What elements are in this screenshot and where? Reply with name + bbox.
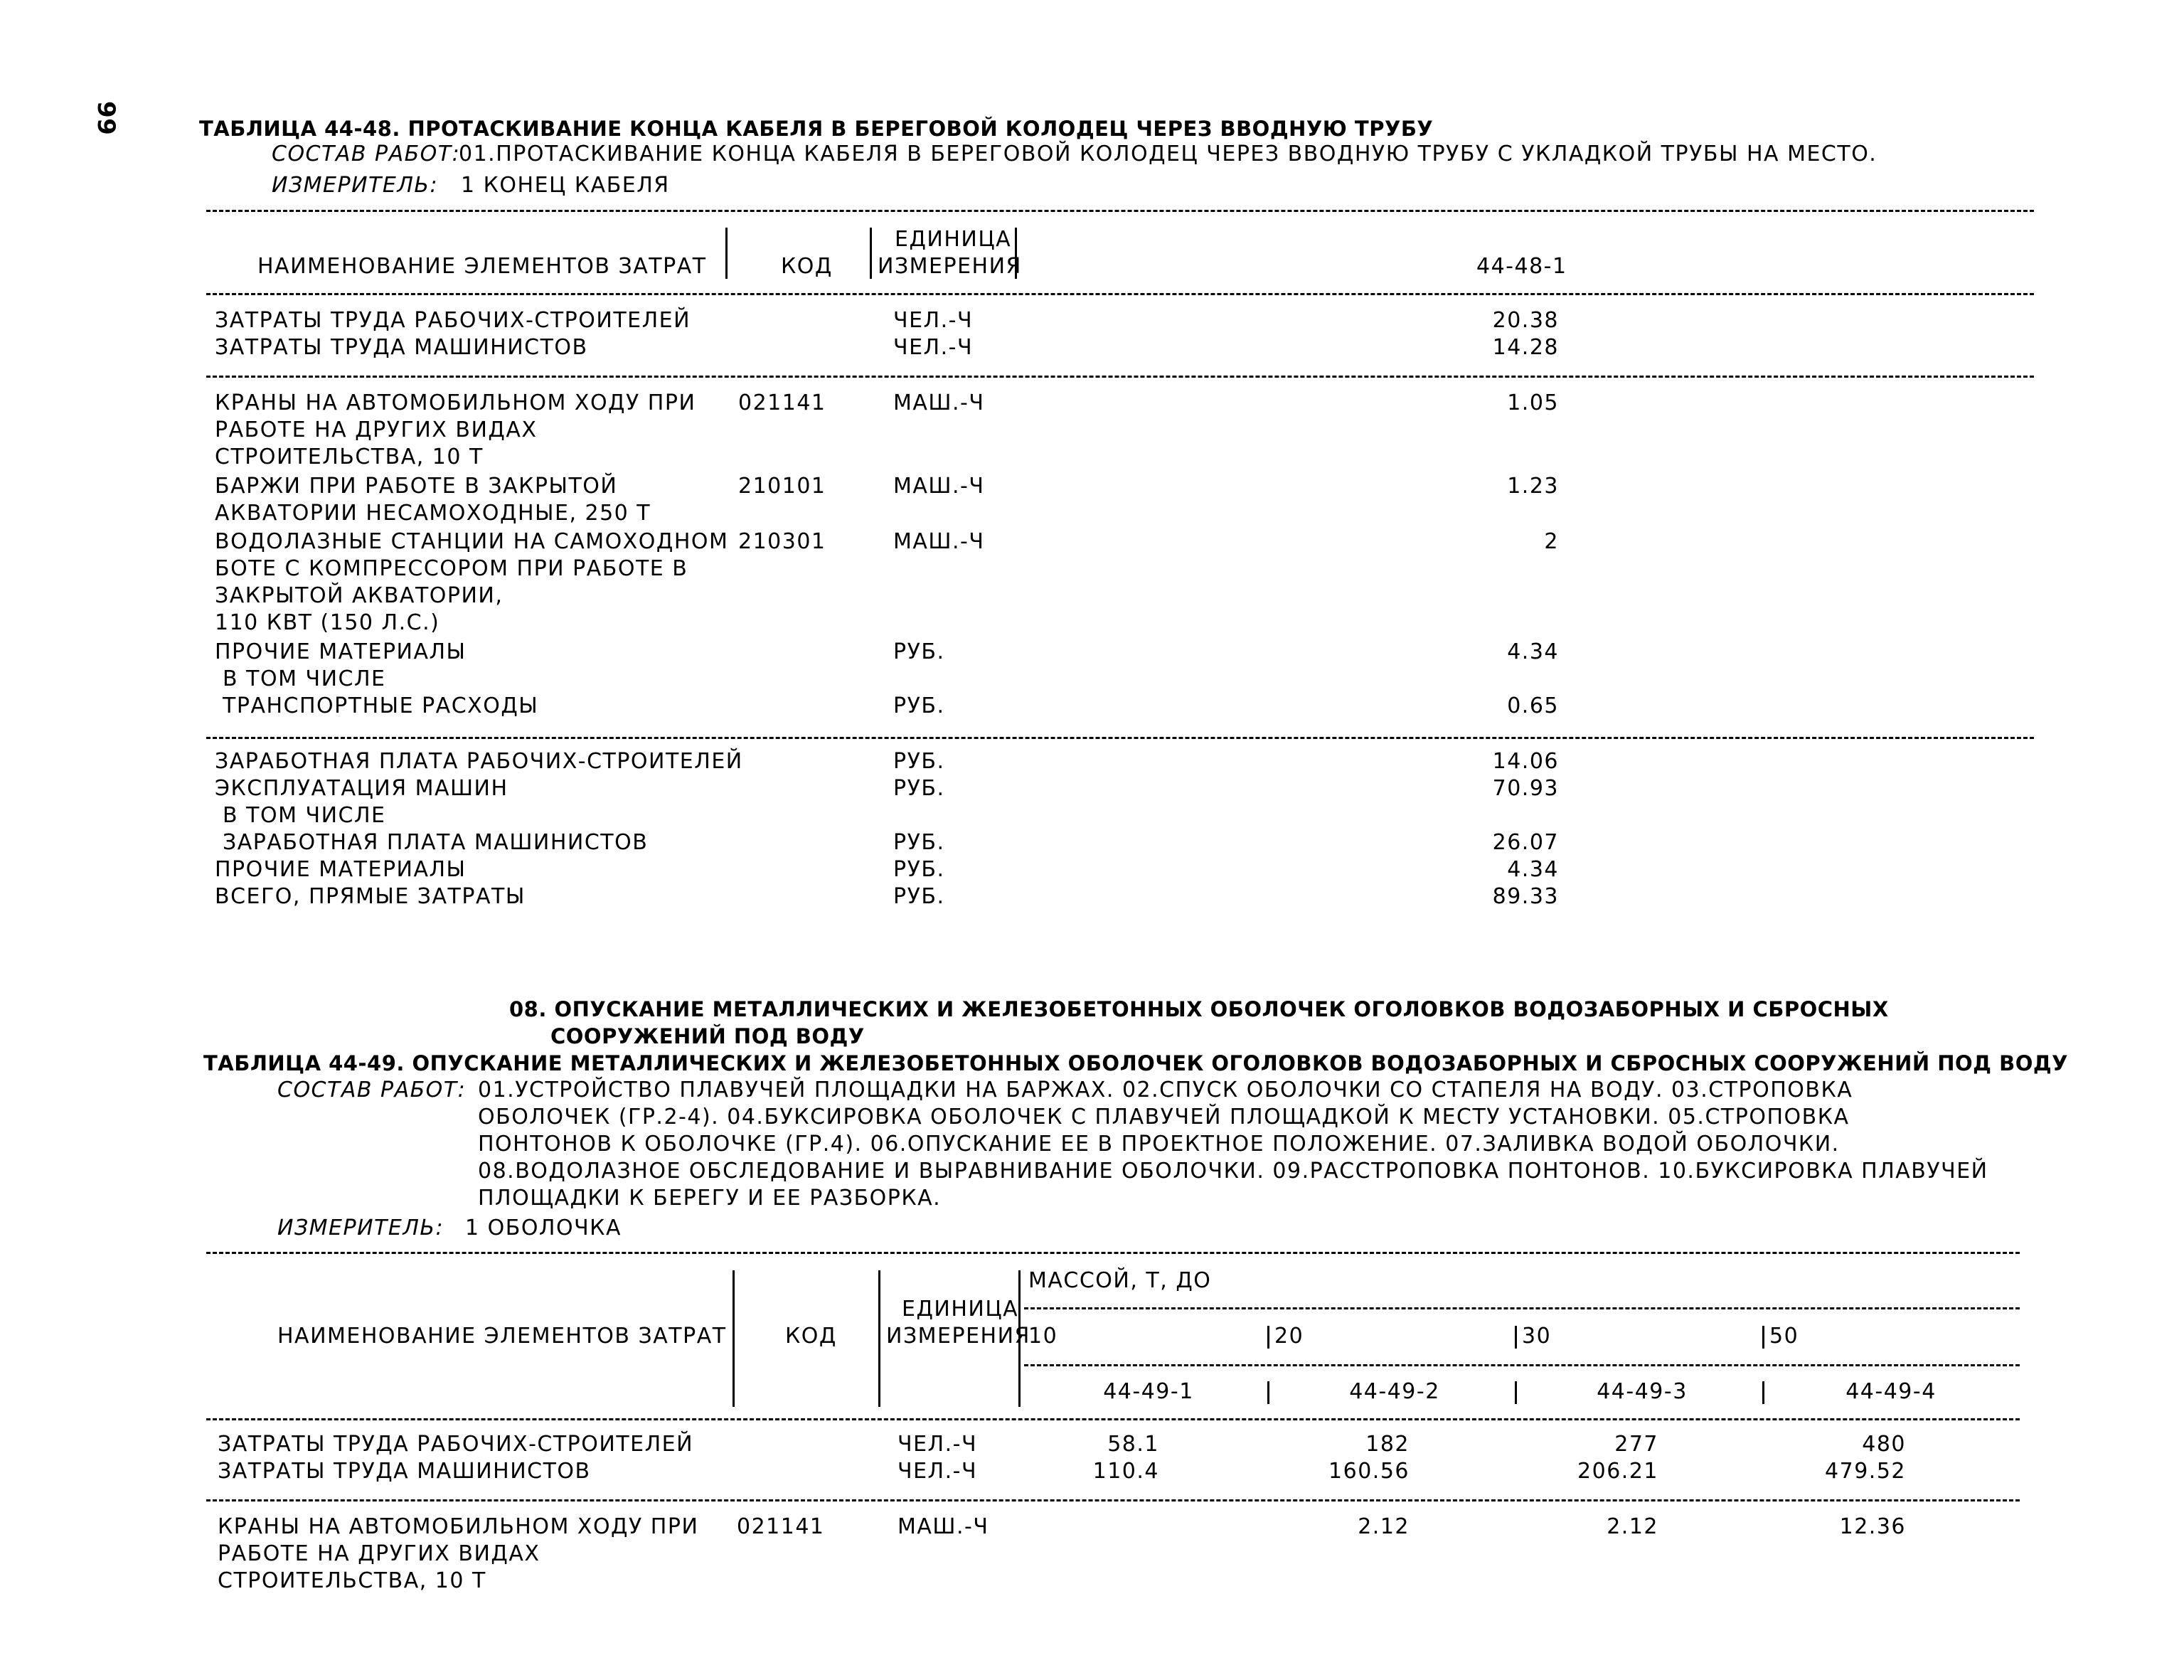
table-44-49-top-rule xyxy=(206,1252,2020,1254)
row-unit: РУБ. xyxy=(893,830,945,855)
table-44-48-sostav-label: СОСТАВ РАБОТ: xyxy=(272,142,461,166)
row-unit: ЧЕЛ.-Ч xyxy=(893,335,974,360)
row-value: 2 xyxy=(1544,529,1559,554)
sostav-line: ПЛОЩАДКИ К БЕРЕГУ И ЕЕ РАЗБОРКА. xyxy=(478,1186,942,1211)
table-44-48-section-rule xyxy=(206,737,2034,739)
row-value: 206.21 xyxy=(1577,1459,1658,1484)
row-value: 89.33 xyxy=(1492,884,1559,909)
table-44-49-section-rule xyxy=(206,1499,2020,1501)
row-name: КРАНЫ НА АВТОМОБИЛЬНОМ ХОДУ ПРИ xyxy=(218,1514,699,1539)
header-divider xyxy=(1267,1326,1269,1349)
header-code: КОД xyxy=(785,1324,837,1349)
row-name: ПРОЧИЕ МАТЕРИАЛЫ xyxy=(215,639,467,664)
sostav-line: ПОНТОНОВ К ОБОЛОЧКЕ (ГР.4). 06.ОПУСКАНИЕ ЕЕ В ПРОЕКТНОЕ ПОЛОЖЕНИЕ. 07.ЗАЛИВКА ВОДОЙ ОБОЛОЧКИ. xyxy=(478,1132,1840,1157)
section-heading-cont: СООРУЖЕНИЙ ПОД ВОДУ xyxy=(550,1024,865,1048)
row-name: В ТОМ ЧИСЛЕ xyxy=(215,666,386,691)
row-code: 021141 xyxy=(737,1514,825,1539)
row-value: 14.06 xyxy=(1492,749,1559,774)
row-name: КРАНЫ НА АВТОМОБИЛЬНОМ ХОДУ ПРИ xyxy=(215,390,696,415)
row-unit: РУБ. xyxy=(893,884,945,909)
row-value: 2.12 xyxy=(1358,1514,1410,1539)
row-name: 110 КВТ (150 Л.С.) xyxy=(215,610,440,635)
row-name: АКВАТОРИИ НЕСАМОХОДНЫЕ, 250 Т xyxy=(215,501,651,526)
row-name: БАРЖИ ПРИ РАБОТЕ В ЗАКРЫТОЙ xyxy=(215,474,618,499)
header-divider xyxy=(1515,1326,1517,1349)
row-name: РАБОТЕ НА ДРУГИХ ВИДАХ xyxy=(218,1541,540,1566)
row-value: 20.38 xyxy=(1492,308,1559,333)
table-44-49-header-rule xyxy=(206,1418,2020,1420)
header-divider xyxy=(733,1270,735,1407)
row-unit: МАШ.-Ч xyxy=(893,474,985,499)
row-value: 58.1 xyxy=(1107,1432,1159,1457)
table-44-49-title: ТАБЛИЦА 44-49. ОПУСКАНИЕ МЕТАЛЛИЧЕСКИХ И ЖЕЛЕЗОБЕТОННЫХ ОБОЛОЧЕК ОГОЛОВКОВ ВОДОЗАБОРНЫХ И СБРОСНЫХ СООРУЖЕНИЙ ПОД ВОДУ xyxy=(203,1051,2069,1075)
header-mass-30: 30 xyxy=(1522,1324,1552,1349)
row-unit: ЧЕЛ.-Ч xyxy=(893,308,974,333)
row-unit: РУБ. xyxy=(893,776,945,801)
header-sub-rule xyxy=(1024,1364,2020,1366)
row-value: 26.07 xyxy=(1492,830,1559,855)
table-44-49-sostav-label: СОСТАВ РАБОТ: xyxy=(277,1078,467,1102)
header-name: НАИМЕНОВАНИЕ ЭЛЕМЕНТОВ ЗАТРАТ xyxy=(277,1324,727,1349)
row-name: ЗАТРАТЫ ТРУДА МАШИНИСТОВ xyxy=(218,1459,591,1484)
row-value: 182 xyxy=(1365,1432,1410,1457)
sostav-line: ОБОЛОЧЕК (ГР.2-4). 04.БУКСИРОВКА ОБОЛОЧЕК С ПЛАВУЧЕЙ ПЛОЩАДКОЙ К МЕСТУ УСТАНОВКИ. 05.СТРОПОВКА xyxy=(478,1105,1850,1129)
header-mass-20: 20 xyxy=(1274,1324,1304,1349)
table-44-48-title: ТАБЛИЦА 44-48. ПРОТАСКИВАНИЕ КОНЦА КАБЕЛЯ В БЕРЕГОВОЙ КОЛОДЕЦ ЧЕРЕЗ ВВОДНУЮ ТРУБУ xyxy=(199,117,1434,141)
header-mass-10: 10 xyxy=(1028,1324,1058,1349)
row-name: ВОДОЛАЗНЫЕ СТАНЦИИ НА САМОХОДНОМ xyxy=(215,529,729,554)
row-name: БОТЕ С КОМПРЕССОРОМ ПРИ РАБОТЕ В xyxy=(215,556,688,581)
row-value: 160.56 xyxy=(1328,1459,1410,1484)
row-value: 277 xyxy=(1614,1432,1658,1457)
row-name: СТРОИТЕЛЬСТВА, 10 Т xyxy=(218,1568,486,1593)
row-code: 210301 xyxy=(738,529,826,554)
header-col-44-49-4: 44-49-4 xyxy=(1845,1379,1937,1404)
header-unit-line1: ЕДИНИЦА xyxy=(895,227,1012,252)
row-unit: РУБ. xyxy=(893,693,945,718)
header-name: НАИМЕНОВАНИЕ ЭЛЕМЕНТОВ ЗАТРАТ xyxy=(257,254,707,279)
header-divider xyxy=(1515,1381,1517,1404)
row-unit: МАШ.-Ч xyxy=(893,529,985,554)
row-name: ЗАТРАТЫ ТРУДА РАБОЧИХ-СТРОИТЕЛЕЙ xyxy=(218,1432,694,1457)
row-value: 70.93 xyxy=(1492,776,1559,801)
section-heading: 08. ОПУСКАНИЕ МЕТАЛЛИЧЕСКИХ И ЖЕЛЕЗОБЕТОННЫХ ОБОЛОЧЕК ОГОЛОВКОВ ВОДОЗАБОРНЫХ И СБРОСНЫХ xyxy=(509,997,1889,1021)
header-mass-group: МАССОЙ, Т, ДО xyxy=(1028,1268,1212,1293)
table-44-48-izm-label: ИЗМЕРИТЕЛЬ: xyxy=(272,173,439,198)
row-name: ВСЕГО, ПРЯМЫЕ ЗАТРАТЫ xyxy=(215,884,526,909)
row-name: РАБОТЕ НА ДРУГИХ ВИДАХ xyxy=(215,418,538,442)
header-unit-line2: ИЗМЕРЕНИЯ xyxy=(886,1324,1030,1349)
table-44-48-izm-text: 1 КОНЕЦ КАБЕЛЯ xyxy=(461,173,670,198)
header-divider xyxy=(725,228,728,279)
header-divider xyxy=(1762,1326,1764,1349)
row-unit: РУБ. xyxy=(893,857,945,882)
row-value: 1.05 xyxy=(1507,390,1559,415)
row-name: В ТОМ ЧИСЛЕ xyxy=(215,803,386,828)
header-col-44-49-2: 44-49-2 xyxy=(1349,1379,1440,1404)
row-value: 0.65 xyxy=(1507,693,1559,718)
row-name: ПРОЧИЕ МАТЕРИАЛЫ xyxy=(215,857,467,882)
row-unit: ЧЕЛ.-Ч xyxy=(897,1432,978,1457)
row-name: ТРАНСПОРТНЫЕ РАСХОДЫ xyxy=(215,693,539,718)
row-value: 1.23 xyxy=(1507,474,1559,499)
row-name: СТРОИТЕЛЬСТВА, 10 Т xyxy=(215,445,484,469)
table-44-49-izm-text: 1 ОБОЛОЧКА xyxy=(465,1216,622,1240)
header-unit-line2: ИЗМЕРЕНИЯ xyxy=(878,254,1022,279)
row-name: ЗАТРАТЫ ТРУДА МАШИНИСТОВ xyxy=(215,335,588,360)
row-code: 021141 xyxy=(738,390,826,415)
row-unit: ЧЕЛ.-Ч xyxy=(897,1459,978,1484)
header-divider xyxy=(870,228,872,279)
sostav-line: 08.ВОДОЛАЗНОЕ ОБСЛЕДОВАНИЕ И ВЫРАВНИВАНИЕ ОБОЛОЧКИ. 09.РАССТРОПОВКА ПОНТОНОВ. 10.БУКСИРОВКА ПЛАВУЧЕЙ xyxy=(478,1159,1988,1184)
header-divider xyxy=(878,1270,880,1407)
header-divider xyxy=(1267,1381,1269,1404)
header-col-44-49-1: 44-49-1 xyxy=(1103,1379,1194,1404)
header-col-44-49-3: 44-49-3 xyxy=(1597,1379,1688,1404)
row-value: 110.4 xyxy=(1092,1459,1159,1484)
table-44-48-sostav-text: 01.ПРОТАСКИВАНИЕ КОНЦА КАБЕЛЯ В БЕРЕГОВОЙ КОЛОДЕЦ ЧЕРЕЗ ВВОДНУЮ ТРУБУ С УКЛАДКОЙ ТРУБЫ НА МЕСТО. xyxy=(459,142,1877,166)
row-name: ЗАРАБОТНАЯ ПЛАТА РАБОЧИХ-СТРОИТЕЛЕЙ xyxy=(215,749,743,774)
row-unit: РУБ. xyxy=(893,639,945,664)
row-unit: РУБ. xyxy=(893,749,945,774)
header-group-rule xyxy=(1024,1307,2020,1309)
row-unit: МАШ.-Ч xyxy=(897,1514,989,1539)
row-value: 12.36 xyxy=(1839,1514,1906,1539)
row-value: 480 xyxy=(1862,1432,1906,1457)
row-code: 210101 xyxy=(738,474,826,499)
header-col-44-48-1: 44-48-1 xyxy=(1476,254,1567,279)
header-mass-50: 50 xyxy=(1769,1324,1799,1349)
row-name: ЗАРАБОТНАЯ ПЛАТА МАШИНИСТОВ xyxy=(215,830,649,855)
row-name: ЗАКРЫТОЙ АКВАТОРИИ, xyxy=(215,583,504,608)
table-44-48-top-rule xyxy=(206,210,2034,212)
row-unit: МАШ.-Ч xyxy=(893,390,985,415)
header-divider xyxy=(1762,1381,1764,1404)
table-44-48-header-rule xyxy=(206,293,2034,295)
row-value: 14.28 xyxy=(1492,335,1559,360)
row-value: 4.34 xyxy=(1507,639,1559,664)
row-name: ЗАТРАТЫ ТРУДА РАБОЧИХ-СТРОИТЕЛЕЙ xyxy=(215,308,691,333)
row-name: ЭКСПЛУАТАЦИЯ МАШИН xyxy=(215,776,508,801)
row-value: 4.34 xyxy=(1507,857,1559,882)
table-44-49-izm-label: ИЗМЕРИТЕЛЬ: xyxy=(277,1216,444,1240)
row-value: 2.12 xyxy=(1607,1514,1658,1539)
table-44-48-section-rule xyxy=(206,376,2034,378)
header-unit-line1: ЕДИНИЦА xyxy=(902,1297,1019,1322)
page-number: 99 xyxy=(92,101,120,136)
sostav-line: 01.УСТРОЙСТВО ПЛАВУЧЕЙ ПЛОЩАДКИ НА БАРЖАХ. 02.СПУСК ОБОЛОЧКИ СО СТАПЕЛЯ НА ВОДУ. 03.СТРОПОВКА xyxy=(478,1078,1853,1102)
header-code: КОД xyxy=(781,254,833,279)
row-value: 479.52 xyxy=(1825,1459,1906,1484)
